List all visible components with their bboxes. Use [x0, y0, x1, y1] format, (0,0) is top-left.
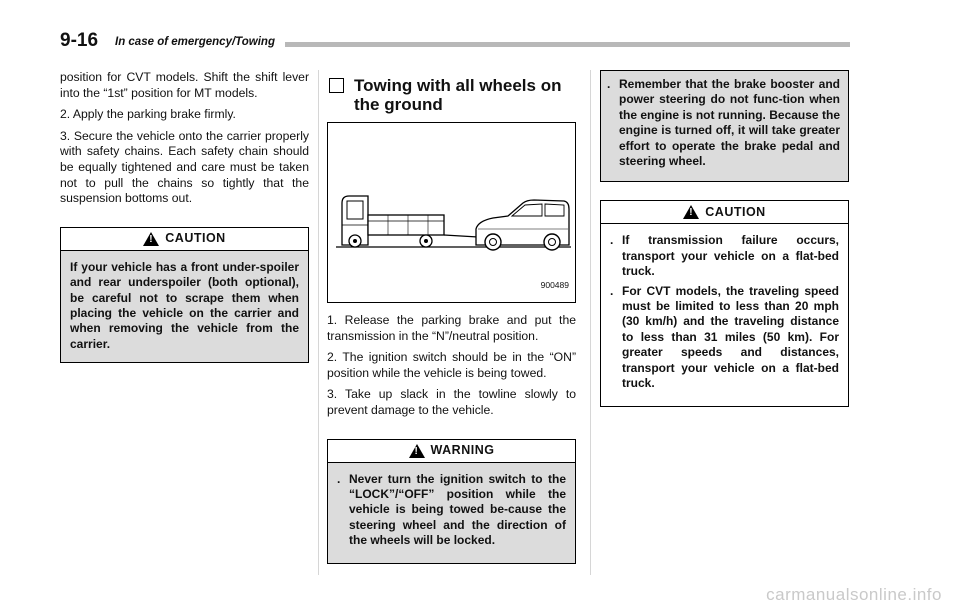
warning-body — [327, 463, 576, 564]
paragraph: position for CVT models. Shift the shift lever into the “1st” position for MT models. — [60, 70, 309, 100]
bullet-marker: . — [610, 233, 614, 248]
watermark: carmanualsonline.info — [766, 585, 942, 604]
page-number: 9-16 — [60, 30, 99, 51]
caution-title: CAUTION — [705, 204, 766, 219]
warning-box — [327, 439, 576, 564]
bullet-marker: . — [610, 283, 614, 298]
bullet-marker: . — [337, 471, 341, 486]
column-middle — [327, 70, 576, 564]
caution-box — [60, 227, 309, 363]
column-right — [600, 70, 849, 407]
step-2: 2. The ignition switch should be in the “ON” position while the vehicle is being towed. — [327, 350, 576, 380]
towing-illustration — [327, 122, 576, 303]
column-divider — [590, 70, 591, 575]
bullet-marker: . — [607, 77, 611, 91]
caution-title: CAUTION — [165, 230, 226, 245]
step-3: 3. Secure the vehicle onto the carrier properly with safety chains. Each safety chain should be equally tightened and care must be taken not to pull the chains so tightly that the suspension bottoms out. — [60, 128, 309, 206]
bullet-item — [607, 77, 840, 169]
step-3: 3. Take up slack in the towline slowly to prevent damage to the vehicle. — [327, 387, 576, 417]
step-1: 1. Release the parking brake and put the transmission in the “N”/neutral position. — [327, 313, 576, 343]
header-rule — [285, 42, 850, 47]
square-bullet-icon — [329, 78, 344, 93]
caution-text: If transmission failure occurs, transport your vehicle on a flat-bed truck. — [622, 233, 839, 279]
caution-box — [600, 200, 849, 406]
warning-triangle-icon — [683, 205, 699, 219]
note-box — [600, 70, 849, 182]
bullet-item — [610, 233, 839, 279]
page-header — [60, 30, 850, 56]
caution-body — [60, 251, 309, 363]
warning-triangle-icon — [409, 444, 425, 458]
bullet-item — [337, 472, 566, 549]
section-heading — [327, 76, 576, 114]
figure-label: 900489 — [540, 280, 569, 291]
section-title: In case of emergency/Towing — [115, 36, 275, 48]
bullet-item — [610, 284, 839, 392]
warning-triangle-icon — [143, 232, 159, 246]
tow-truck-car-diagram — [328, 123, 577, 302]
warning-title: WARNING — [430, 442, 495, 457]
step-2: 2. Apply the parking brake firmly. — [60, 107, 236, 122]
caution-text: If your vehicle has a front under-spoiler and rear underspoiler (both optional), be careful not to scrape them when placing the vehicle on the carrier and when removing the vehicle from the carrier. — [70, 259, 299, 351]
caution-header — [600, 200, 849, 224]
column-left — [60, 70, 309, 363]
note-text: Remember that the brake booster and power steering do not func-tion when the engine is not running. Because the engine is turned off, it will take greater effort to operate the brake pedal and steering wheel. — [619, 77, 840, 169]
caution-text: For CVT models, the traveling speed must be limited to less than 20 mph (30 km/h) and the traveling distance to less than 31 miles (50 km). For greater speeds and distances, transport your vehicle on a flat-bed truck. — [622, 283, 839, 391]
caution-header — [60, 227, 309, 251]
warning-text: Never turn the ignition switch to the “LOCK”/“OFF” position while the vehicle is being towed be-cause the steering wheel and the direction of the wheels will be locked. — [349, 471, 566, 548]
column-divider — [318, 70, 319, 575]
warning-header — [327, 439, 576, 463]
caution-body — [600, 224, 849, 406]
heading-text: Towing with all wheels on the ground — [354, 76, 562, 114]
